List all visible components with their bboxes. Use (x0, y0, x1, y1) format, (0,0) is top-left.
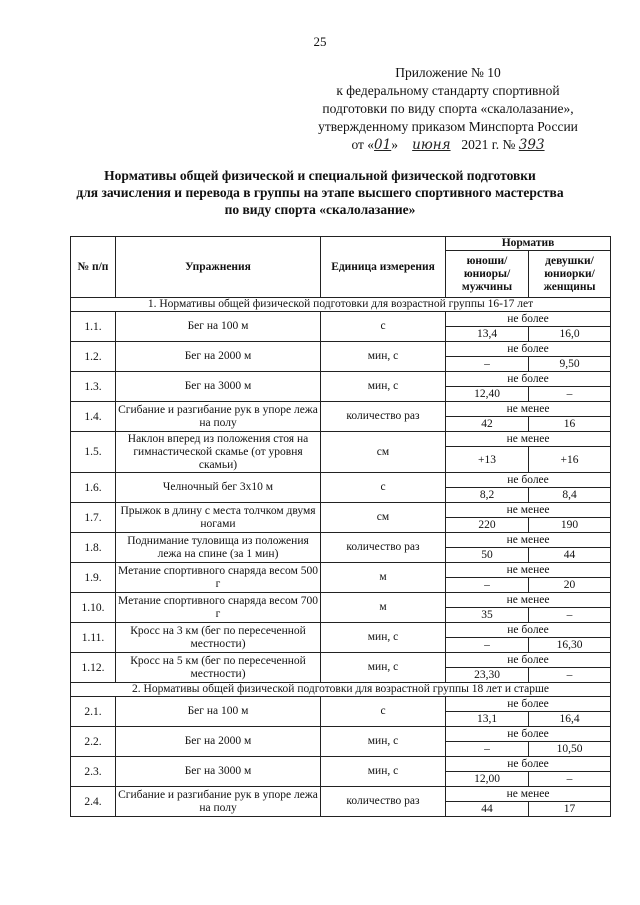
male-value: – (446, 578, 529, 593)
unit-of-measure: количество раз (321, 787, 446, 817)
norm-condition: не более (446, 697, 611, 712)
handwritten-day: 01 (374, 137, 392, 153)
norm-condition: не более (446, 342, 611, 357)
male-value: 220 (446, 518, 529, 533)
female-value: – (529, 387, 611, 402)
male-value: 8,2 (446, 488, 529, 503)
male-value: 13,4 (446, 327, 529, 342)
table-row (71, 787, 611, 802)
row-number: 2.1. (71, 697, 116, 727)
row-number: 1.1. (71, 312, 116, 342)
row-number: 2.4. (71, 787, 116, 817)
male-value: 50 (446, 548, 529, 563)
unit-of-measure: с (321, 312, 446, 342)
unit-of-measure: м (321, 593, 446, 623)
table-row (71, 593, 611, 608)
row-number: 1.10. (71, 593, 116, 623)
norm-condition: не более (446, 372, 611, 387)
row-number: 1.12. (71, 653, 116, 683)
male-value: +13 (446, 447, 529, 473)
female-value: 10,50 (529, 742, 611, 757)
row-number: 1.8. (71, 533, 116, 563)
male-value: 12,00 (446, 772, 529, 787)
appendix-line-3: подготовки по виду спорта «скалолазание», (322, 101, 574, 116)
norm-condition: не более (446, 653, 611, 668)
exercise-name: Метание спортивного снаряда весом 700 г (116, 593, 321, 623)
female-value: 44 (529, 548, 611, 563)
header-female: девушки/ юниорки/ женщины (529, 251, 611, 298)
exercise-name: Метание спортивного снаряда весом 500 г (116, 563, 321, 593)
norm-condition: не менее (446, 533, 611, 548)
title-line-3: по виду спорта «скалолазание» (224, 202, 416, 217)
table-row (71, 757, 611, 772)
table-header (71, 237, 611, 298)
date-prefix: от « (351, 137, 375, 152)
row-number: 1.7. (71, 503, 116, 533)
norm-condition: не менее (446, 432, 611, 447)
appendix-line-1: Приложение № 10 (395, 65, 501, 80)
unit-of-measure: с (321, 473, 446, 503)
exercise-name: Кросс на 5 км (бег по пересеченной местности) (116, 653, 321, 683)
unit-of-measure: мин, с (321, 653, 446, 683)
table-row (71, 727, 611, 742)
norm-condition: не более (446, 473, 611, 488)
section-title: 1. Нормативы общей физической подготовки для возрастной группы 16-17 лет (71, 298, 611, 312)
exercise-name: Бег на 3000 м (116, 757, 321, 787)
handwritten-order-number: 393 (518, 137, 545, 153)
exercise-name: Прыжок в длину с места толчком двумя ногами (116, 503, 321, 533)
unit-of-measure: мин, с (321, 372, 446, 402)
header-norm: Норматив (446, 237, 611, 251)
exercise-name: Челночный бег 3x10 м (116, 473, 321, 503)
exercise-name: Бег на 3000 м (116, 372, 321, 402)
male-value: – (446, 638, 529, 653)
appendix-block (298, 64, 598, 154)
female-value: 20 (529, 578, 611, 593)
table-row (71, 402, 611, 417)
unit-of-measure: количество раз (321, 533, 446, 563)
female-value: – (529, 772, 611, 787)
female-value: 16,30 (529, 638, 611, 653)
norm-condition: не менее (446, 503, 611, 518)
unit-of-measure: м (321, 563, 446, 593)
section-header-row (71, 298, 611, 312)
male-value: 13,1 (446, 712, 529, 727)
document-title (40, 167, 600, 218)
norm-condition: не менее (446, 787, 611, 802)
row-number: 1.6. (71, 473, 116, 503)
female-value: – (529, 668, 611, 683)
table-row (71, 533, 611, 548)
section-header-row (71, 683, 611, 697)
row-number: 1.5. (71, 432, 116, 473)
table-row (71, 653, 611, 668)
table-row (71, 473, 611, 488)
table-row (71, 503, 611, 518)
exercise-name: Сгибание и разгибание рук в упоре лежа на полу (116, 787, 321, 817)
row-number: 1.3. (71, 372, 116, 402)
unit-of-measure: см (321, 503, 446, 533)
appendix-date-line (298, 136, 598, 154)
norm-condition: не менее (446, 593, 611, 608)
norm-condition: не более (446, 623, 611, 638)
female-value: +16 (529, 447, 611, 473)
male-value: – (446, 357, 529, 372)
table-row (71, 697, 611, 712)
exercise-name: Сгибание и разгибание рук в упоре лежа на полу (116, 402, 321, 432)
title-line-2: для зачисления и перевода в группы на этапе высшего спортивного мастерства (76, 185, 564, 200)
male-value: 35 (446, 608, 529, 623)
unit-of-measure: мин, с (321, 623, 446, 653)
exercise-name: Кросс на 3 км (бег по пересеченной местности) (116, 623, 321, 653)
norm-condition: не более (446, 757, 611, 772)
female-value: 16,4 (529, 712, 611, 727)
page-number: 25 (313, 34, 327, 49)
male-value: – (446, 742, 529, 757)
row-number: 2.2. (71, 727, 116, 757)
section-title: 2. Нормативы общей физической подготовки для возрастной группы 18 лет и старше (71, 683, 611, 697)
table-row (71, 623, 611, 638)
row-number: 2.3. (71, 757, 116, 787)
header-male: юноши/ юниоры/ мужчины (446, 251, 529, 298)
female-value: 8,4 (529, 488, 611, 503)
date-year: 2021 г. № (461, 137, 516, 152)
unit-of-measure: мин, с (321, 342, 446, 372)
male-value: 44 (446, 802, 529, 817)
table-row (71, 312, 611, 327)
male-value: 12,40 (446, 387, 529, 402)
table-row (71, 372, 611, 387)
exercise-name: Бег на 2000 м (116, 342, 321, 372)
header-exercise: Упражнения (116, 237, 321, 298)
norm-condition: не менее (446, 563, 611, 578)
norm-condition: не более (446, 312, 611, 327)
table-row (71, 342, 611, 357)
unit-of-measure: мин, с (321, 757, 446, 787)
table-row (71, 432, 611, 447)
exercise-name: Бег на 100 м (116, 312, 321, 342)
appendix-line-4: утвержденному приказом Минспорта России (318, 119, 578, 134)
male-value: 23,30 (446, 668, 529, 683)
exercise-name: Бег на 2000 м (116, 727, 321, 757)
female-value: 9,50 (529, 357, 611, 372)
exercise-name: Наклон вперед из положения стоя на гимнастической скамье (от уровня скамьи) (116, 432, 321, 473)
exercise-name: Бег на 100 м (116, 697, 321, 727)
female-value: 190 (529, 518, 611, 533)
date-mid: » (391, 137, 398, 152)
female-value: 16,0 (529, 327, 611, 342)
table-row (71, 563, 611, 578)
row-number: 1.11. (71, 623, 116, 653)
male-value: 42 (446, 417, 529, 432)
unit-of-measure: количество раз (321, 402, 446, 432)
row-number: 1.4. (71, 402, 116, 432)
row-number: 1.2. (71, 342, 116, 372)
female-value: 16 (529, 417, 611, 432)
female-value: – (529, 608, 611, 623)
row-number: 1.9. (71, 563, 116, 593)
appendix-line-2: к федеральному стандарту спортивной (336, 83, 560, 98)
title-line-1: Нормативы общей физической и специальной физической подготовки (104, 168, 536, 183)
table-body (71, 298, 611, 817)
unit-of-measure: с (321, 697, 446, 727)
exercise-name: Поднимание туловища из положения лежа на спине (за 1 мин) (116, 533, 321, 563)
handwritten-month: июня (412, 137, 451, 153)
header-unit: Единица измерения (321, 237, 446, 298)
female-value: 17 (529, 802, 611, 817)
unit-of-measure: см (321, 432, 446, 473)
norm-condition: не более (446, 727, 611, 742)
norm-condition: не менее (446, 402, 611, 417)
unit-of-measure: мин, с (321, 727, 446, 757)
standards-table (70, 236, 611, 817)
header-num: № п/п (71, 237, 116, 298)
